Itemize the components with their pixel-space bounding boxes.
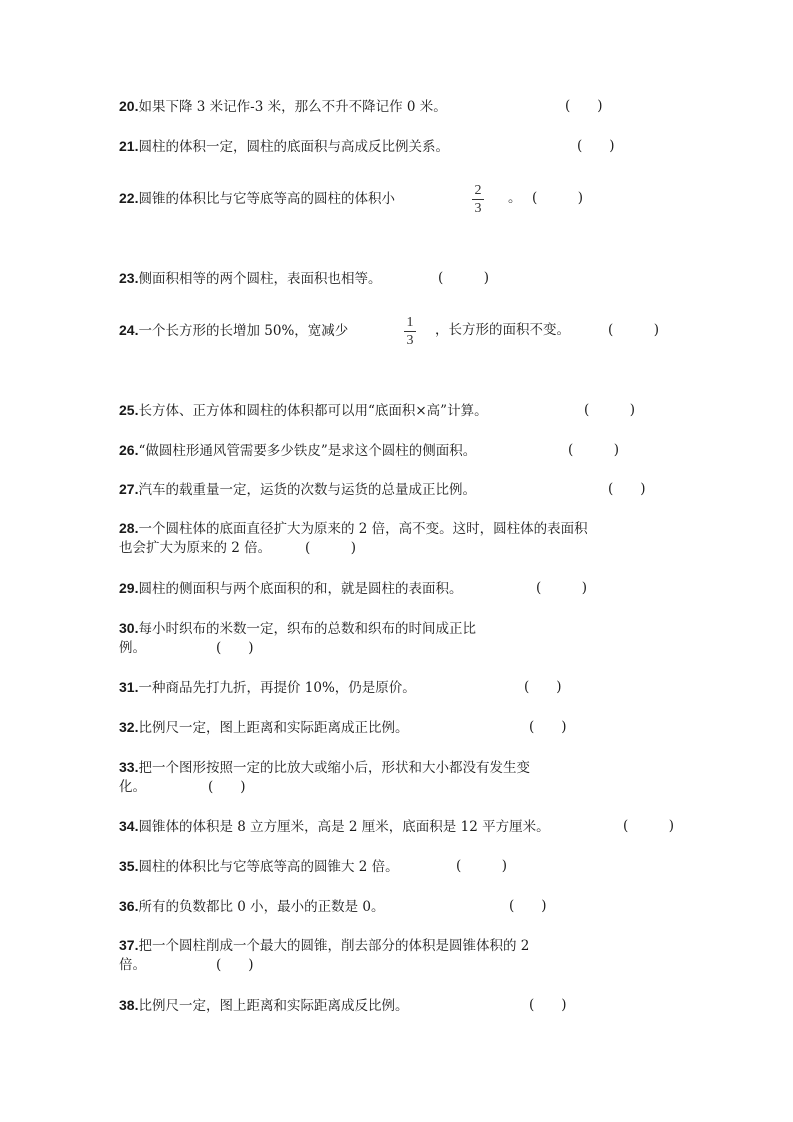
question-21 xyxy=(119,136,449,157)
answer-blank[interactable]: ( ) xyxy=(623,818,675,834)
answer-blank[interactable]: ( ) xyxy=(568,442,620,458)
question-number: 25. xyxy=(119,402,139,418)
question-36 xyxy=(119,896,385,917)
question-24 xyxy=(119,320,348,341)
question-number: 20. xyxy=(119,98,139,114)
fraction-denominator: 3 xyxy=(474,201,482,216)
answer-blank[interactable]: ( ) xyxy=(208,779,246,795)
question-30 xyxy=(119,618,476,639)
question-text: 圆锥体的体积是 8 立方厘米，高是 2 厘米，底面积是 12 平方厘米。 xyxy=(138,819,550,835)
question-number: 24. xyxy=(119,322,139,338)
fraction-bar xyxy=(404,331,416,332)
answer-blank[interactable]: ( ) xyxy=(529,997,567,1013)
question-text: 侧面积相等的两个圆柱，表面积也相等。 xyxy=(138,271,382,287)
question-text: 把一个圆柱削成一个最大的圆锥，削去部分的体积是圆锥体积的 2 xyxy=(138,938,530,954)
question-text: 一个长方形的长增加 50%，宽减少 xyxy=(138,323,349,339)
answer-blank[interactable]: ( ) xyxy=(529,719,567,735)
question-32 xyxy=(119,717,408,738)
answer-blank[interactable]: ( ) xyxy=(536,580,588,596)
question-number: 31. xyxy=(119,679,139,695)
question-31 xyxy=(119,677,416,698)
fraction-two-thirds xyxy=(472,183,484,216)
answer-blank[interactable]: ( ) xyxy=(565,98,603,114)
question-35 xyxy=(119,856,399,877)
answer-blank[interactable]: ( ) xyxy=(509,898,547,914)
question-number: 29. xyxy=(119,580,139,596)
question-text: 圆柱的体积比与它等底等高的圆锥大 2 倍。 xyxy=(138,859,399,875)
question-text: 把一个图形按照一定的比放大或缩小后，形状和大小都没有发生变 xyxy=(138,760,530,776)
question-text-after: 。 xyxy=(508,190,522,206)
question-number: 33. xyxy=(119,759,139,775)
question-number: 36. xyxy=(119,898,139,914)
question-number: 23. xyxy=(119,270,139,286)
question-29 xyxy=(119,578,462,599)
question-text-after: ，长方形的面积不变。 xyxy=(435,322,570,338)
question-23 xyxy=(119,268,381,289)
question-number: 34. xyxy=(119,818,139,834)
question-number: 32. xyxy=(119,719,139,735)
question-text: 比例尺一定，图上距离和实际距离成正比例。 xyxy=(138,720,409,736)
question-number: 35. xyxy=(119,858,139,874)
fraction-denominator: 3 xyxy=(406,333,414,348)
answer-blank[interactable]: ( ) xyxy=(438,270,490,286)
question-34 xyxy=(119,816,550,837)
answer-blank[interactable]: ( ) xyxy=(524,679,562,695)
question-number: 30. xyxy=(119,620,139,636)
question-text: 圆柱的体积一定，圆柱的底面积与高成反比例关系。 xyxy=(138,139,449,155)
fraction-numerator: 1 xyxy=(406,315,414,330)
question-27 xyxy=(119,479,476,500)
question-28 xyxy=(119,518,588,539)
question-number: 22. xyxy=(119,190,139,206)
question-text-line2: 倍。 xyxy=(119,957,146,973)
question-37 xyxy=(119,935,529,956)
answer-blank[interactable]: ( ) xyxy=(608,322,660,338)
fraction-bar xyxy=(472,199,484,200)
answer-blank[interactable]: ( ) xyxy=(456,858,508,874)
answer-blank[interactable]: ( ) xyxy=(305,540,357,556)
question-number: 28. xyxy=(119,520,139,536)
answer-blank[interactable]: ( ) xyxy=(532,190,584,206)
question-text-line2: 化。 xyxy=(119,779,146,795)
question-text: 如果下降 3 米记作-3 米，那么不升不降记作 0 米。 xyxy=(138,99,447,115)
question-text: 每小时织布的米数一定，织布的总数和织布的时间成正比 xyxy=(138,621,476,637)
question-38 xyxy=(119,995,408,1016)
question-text: 圆柱的侧面积与两个底面积的和，就是圆柱的表面积。 xyxy=(138,581,463,597)
answer-blank[interactable]: ( ) xyxy=(216,640,254,656)
question-number: 38. xyxy=(119,997,139,1013)
question-37-continued xyxy=(119,955,146,975)
question-text: 所有的负数都比 0 小，最小的正数是 0。 xyxy=(138,899,385,915)
question-33 xyxy=(119,757,530,778)
question-text: 一种商品先打九折，再提价 10%，仍是原价。 xyxy=(138,680,416,696)
question-text-line2: 也会扩大为原来的 2 倍。 xyxy=(119,540,272,556)
question-number: 27. xyxy=(119,481,139,497)
fraction-one-third xyxy=(404,315,416,348)
answer-blank[interactable]: ( ) xyxy=(584,402,636,418)
question-text: 一个圆柱体的底面直径扩大为原来的 2 倍，高不变。这时，圆柱体的表面积 xyxy=(138,521,588,537)
question-30-continued xyxy=(119,638,146,658)
question-28-continued xyxy=(119,538,271,558)
question-number: 37. xyxy=(119,937,139,953)
answer-blank[interactable]: ( ) xyxy=(608,481,646,497)
question-text: 比例尺一定，图上距离和实际距离成反比例。 xyxy=(138,998,409,1014)
question-25 xyxy=(119,400,488,421)
question-text: 汽车的载重量一定，运货的次数与运货的总量成正比例。 xyxy=(138,482,476,498)
question-number: 26. xyxy=(119,442,139,458)
question-text: “做圆柱形通风管需要多少铁皮”是求这个圆柱的侧面积。 xyxy=(138,443,477,459)
answer-blank[interactable]: ( ) xyxy=(577,138,615,154)
question-22 xyxy=(119,188,395,209)
question-text-line2: 例。 xyxy=(119,640,146,656)
question-number: 21. xyxy=(119,138,139,154)
fraction-numerator: 2 xyxy=(474,183,482,198)
question-text: 长方体、正方体和圆柱的体积都可以用“底面积×高”计算。 xyxy=(138,403,488,419)
question-26 xyxy=(119,440,476,461)
question-20 xyxy=(119,96,447,117)
question-33-continued xyxy=(119,777,146,797)
question-text: 圆锥的体积比与它等底等高的圆柱的体积小 xyxy=(138,191,395,207)
answer-blank[interactable]: ( ) xyxy=(216,957,254,973)
